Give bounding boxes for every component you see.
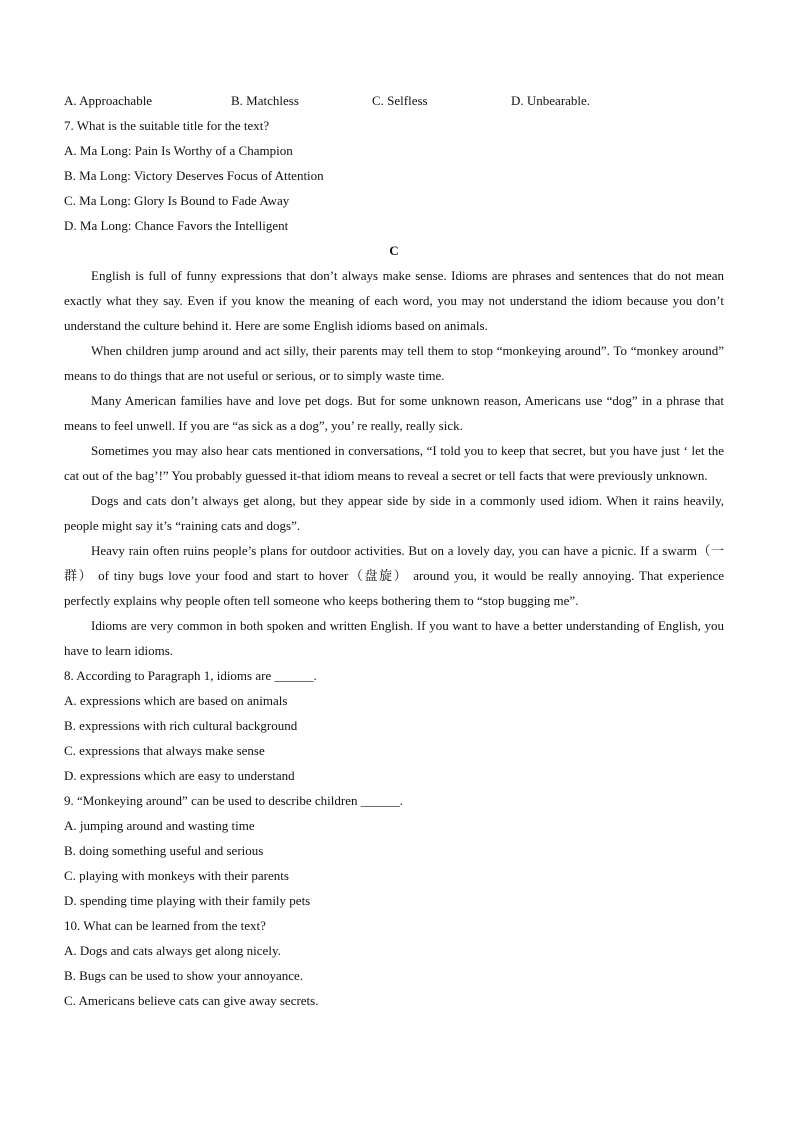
q9-question: 9. “Monkeying around” can be used to describe children ______. xyxy=(64,793,403,808)
passage-paragraph-5: Dogs and cats don’t always get along, but they appear side by side in a commonly used idiom. When it rains heavily, people might say it’s “raining cats and dogs”. xyxy=(64,493,724,533)
q6-option-d: D. Unbearable. xyxy=(511,93,591,108)
q6-option-b: B. Matchless xyxy=(231,93,299,108)
q10-option-a: A. Dogs and cats always get along nicely. xyxy=(64,943,281,958)
q8-option-b: B. expressions with rich cultural background xyxy=(64,718,298,733)
passage-paragraph-7: Idioms are very common in both spoken and written English. If you want to have a better understanding of English, you have to learn idioms. xyxy=(64,618,724,658)
q9-option-c: C. playing with monkeys with their parents xyxy=(64,868,289,883)
q8-option-c: C. expressions that always make sense xyxy=(64,743,265,758)
passage-paragraph-2: When children jump around and act silly, their parents may tell them to stop “monkeying around”. To “monkey around” means to do things that are not useful or serious, or to simply waste time. xyxy=(64,343,724,383)
q7-option-b: B. Ma Long: Victory Deserves Focus of Attention xyxy=(64,168,324,183)
passage-paragraph-6: Heavy rain often ruins people’s plans for outdoor activities. But on a lovely day, you can have a picnic. If a swarm（一群） of tiny bugs love your food and start to hover（盘旋） around you, it would be really annoying. That experience perfectly explains why people often tell someone who keeps bothering them to “stop bugging me”. xyxy=(64,543,724,608)
q8-option-d: D. expressions which are easy to understand xyxy=(64,768,295,783)
q7-option-a: A. Ma Long: Pain Is Worthy of a Champion xyxy=(64,143,293,158)
q8-option-a: A. expressions which are based on animals xyxy=(64,693,288,708)
q7-option-d: D. Ma Long: Chance Favors the Intelligent xyxy=(64,218,289,233)
q8-question: 8. According to Paragraph 1, idioms are ______. xyxy=(64,668,317,683)
passage-paragraph-3: Many American families have and love pet dogs. But for some unknown reason, Americans use “dog” in a phrase that means to feel unwell. If you are “as sick as a dog”, you’ re really, really sick. xyxy=(64,393,724,433)
passage-paragraph-4: Sometimes you may also hear cats mentioned in conversations, “I told you to keep that secret, but you have just ‘ let the cat out of the bag’!” You probably guessed it-that idiom means to reveal a secret or tell facts that were previously unknown. xyxy=(64,443,724,483)
q10-option-c: C. Americans believe cats can give away secrets. xyxy=(64,993,319,1008)
q9-option-a: A. jumping around and wasting time xyxy=(64,818,255,833)
q9-option-d: D. spending time playing with their family pets xyxy=(64,893,311,908)
q7-option-c: C. Ma Long: Glory Is Bound to Fade Away xyxy=(64,193,290,208)
q10-question: 10. What can be learned from the text? xyxy=(64,918,266,933)
q7-question: 7. What is the suitable title for the text? xyxy=(64,118,270,133)
q6-options xyxy=(64,88,724,113)
q6-option-a: A. Approachable xyxy=(64,93,153,108)
q10-option-b: B. Bugs can be used to show your annoyance. xyxy=(64,968,304,983)
q6-option-c: C. Selfless xyxy=(372,93,428,108)
document-content xyxy=(64,88,724,1013)
passage-paragraph-1: English is full of funny expressions that don’t always make sense. Idioms are phrases and sentences that do not mean exactly what they say. Even if you know the meaning of each word, you may not understand the idiom because you don’t understand the culture behind it. Here are some English idioms based on animals. xyxy=(64,268,724,333)
q9-option-b: B. doing something useful and serious xyxy=(64,843,264,858)
section-c-heading: C xyxy=(389,243,399,258)
